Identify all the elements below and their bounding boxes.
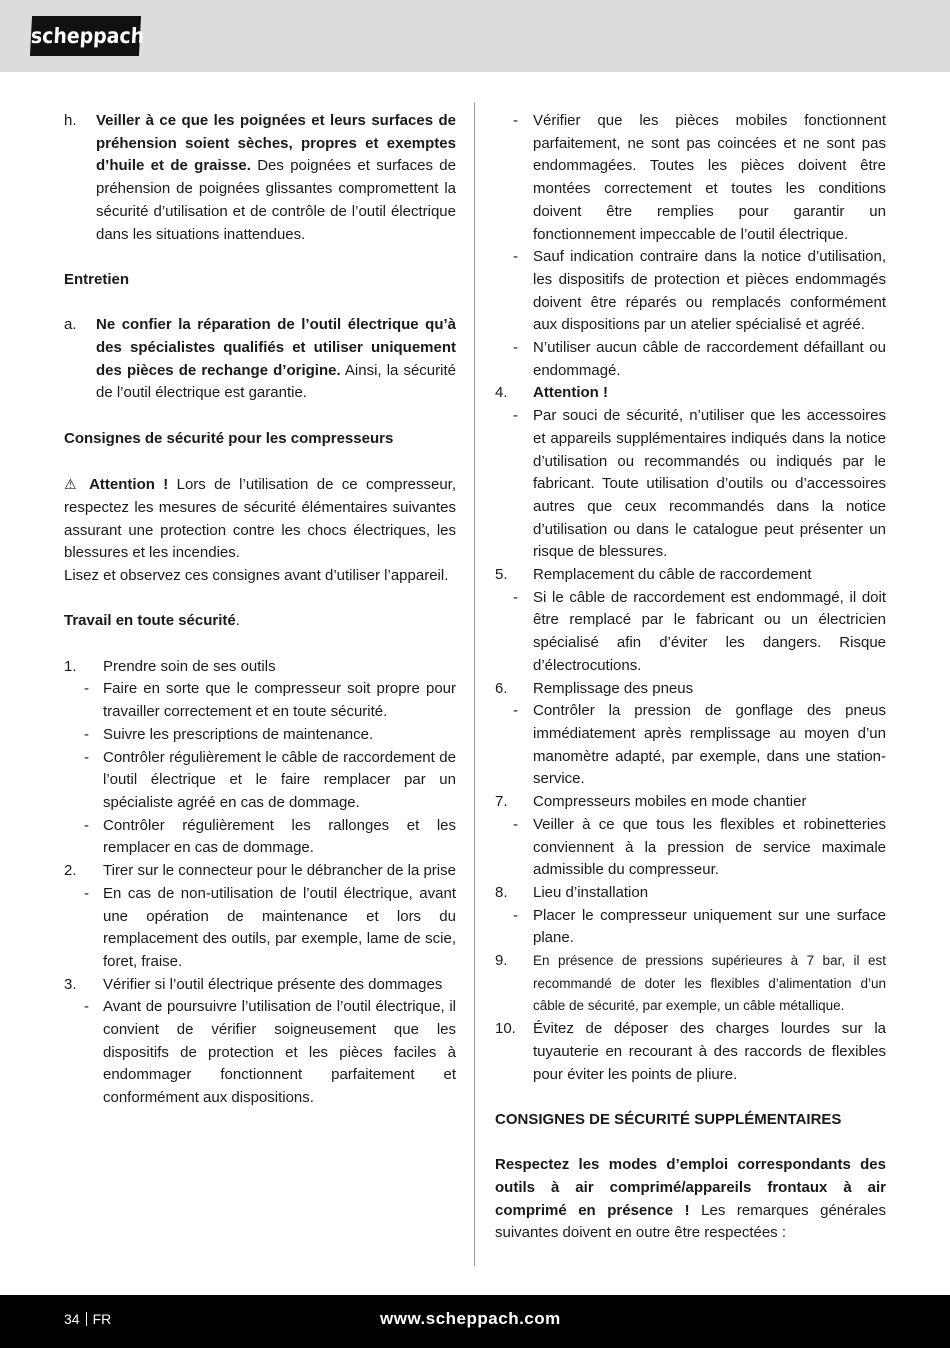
list-text: Veiller à ce que tous les flexibles et robinetteries conviennent à la pression de service maximale admissible du compresseur. (533, 815, 886, 879)
body-text: Les remarques générales suivantes doivent en outre être respectées : (495, 1201, 886, 1242)
dash-item (513, 337, 886, 382)
dash-item (84, 678, 456, 723)
list-marker: 6. (495, 679, 508, 697)
section-heading-supplementaires: CONSIGNES DE SÉCURITÉ SUPPLÉMENTAIRES (495, 1110, 842, 1128)
list-text: Suivre les prescriptions de maintenance. (103, 725, 374, 743)
list-marker: a. (64, 316, 77, 334)
numbered-item (495, 678, 886, 701)
list-marker: 9. (495, 952, 508, 970)
list-marker: 4. (495, 384, 508, 402)
list-item-10 (495, 1018, 886, 1086)
dash-item (513, 110, 886, 246)
body-text: Ainsi, la sécurité de l’outil électrique est garantie. (96, 361, 456, 402)
header-bar (0, 0, 950, 72)
separator (86, 1312, 87, 1326)
list-marker: h. (64, 112, 77, 129)
list-text: Prendre soin de ses outils (103, 657, 276, 675)
numbered-item (495, 882, 886, 905)
list-marker: - (84, 884, 89, 902)
list-marker: 3. (64, 975, 77, 993)
numbered-list-right (495, 382, 886, 950)
scheppach-logo: scheppach (30, 16, 141, 56)
list-marker: - (513, 588, 518, 606)
list-marker: 8. (495, 883, 508, 901)
list-marker: - (513, 702, 518, 720)
list-text: Si le câble de raccordement est endommagé, il doit être remplacé par le fabricant ou un électricien spécialisé afin d’éviter les dangers. Risque d’électrocutions. (533, 588, 886, 674)
list-item-h (64, 110, 456, 246)
list-marker: - (84, 680, 89, 698)
section-heading-entretien: Entretien (64, 270, 130, 288)
dash-item (84, 815, 456, 860)
numbered-item (64, 974, 456, 997)
list-marker: - (513, 906, 518, 924)
numbered-list-left (64, 656, 456, 1110)
list-text: Avant de poursuivre l’utilisation de l’outil électrique, il convient de vérifier soigneusement que les dispositifs de protection et les pièces faciles à endommager fonctionnent parfaitement et conformément aux dispositions. (103, 998, 456, 1107)
numbered-item (495, 382, 886, 405)
dash-item (513, 905, 886, 950)
dash-item (84, 747, 456, 815)
numbered-item (64, 860, 456, 883)
list-marker: 7. (495, 793, 508, 811)
list-text: Attention ! (533, 384, 608, 402)
section-heading-compressors: Consignes de sécurité pour les compresseurs (64, 429, 394, 447)
numbered-item (495, 791, 886, 814)
list-marker: 1. (64, 657, 77, 675)
list-marker: - (84, 725, 89, 743)
dash-item (84, 996, 456, 1110)
list-text: N’utiliser aucun câble de raccordement défaillant ou endommagé. (533, 339, 886, 379)
list-marker: 5. (495, 566, 508, 584)
list-text: Remplacement du câble de raccordement (533, 566, 812, 584)
right-column (495, 110, 886, 1245)
footer-bar (0, 1295, 950, 1348)
body-text: Des poignées et surfaces de préhension de poignées glissantes compromettent la sécurité d’utilisation et de contrôle de l’outil électrique dans les situations inattendues. (96, 157, 456, 243)
section-heading-travail (64, 610, 456, 633)
list-text (96, 110, 456, 246)
list-text: Lieu d’installation (533, 883, 649, 901)
final-paragraph (495, 1154, 886, 1245)
dash-item (513, 700, 886, 791)
list-marker: - (513, 112, 518, 129)
dash-item (84, 883, 456, 974)
language-code: FR (92, 1311, 112, 1327)
list-text: Placer le compresseur uniquement sur une surface plane. (533, 906, 886, 947)
left-column (64, 110, 456, 1110)
dash-item (84, 724, 456, 747)
list-text: Faire en sorte que le compresseur soit propre pour travailler correctement et en toute sécurité. (103, 680, 456, 721)
read-instructions-text: Lisez et observez ces consignes avant d’utiliser l’appareil. (64, 567, 449, 584)
warning-triangle-icon: ⚠ (64, 476, 81, 493)
list-marker: - (84, 816, 89, 834)
bold-text: Ne confier la réparation de l’outil électrique qu’à des spécialistes qualifiés et utiliser uniquement des pièces de rechange d’origine. (96, 316, 456, 379)
bold-text: Veiller à ce que les poignées et leurs surfaces de préhension soient sèches, propres et exemptes d’huile et de graisse. (96, 112, 456, 175)
list-text: Contrôler régulièrement les rallonges et les remplacer en cas de dommage. (103, 816, 456, 857)
list-marker: - (513, 407, 518, 425)
page-indicator (64, 1311, 111, 1327)
list-text: Vérifier que les pièces mobiles fonctionnent parfaitement, ne sont pas coincées et ne sont pas endommagées. Toutes les pièces doivent être montées correctement et toutes les conditions doivent être remplies pour garantir un fonctionnement impeccable de l’outil électrique. (533, 112, 886, 243)
continued-dash-list (495, 110, 886, 382)
list-text: Tirer sur le connecteur pour le débrancher de la prise (103, 862, 456, 880)
dash-item (513, 814, 886, 882)
heading-period: . (235, 612, 240, 630)
list-marker: - (513, 248, 518, 266)
numbered-item (495, 564, 886, 587)
list-marker: 10. (495, 1020, 516, 1038)
bold-text: Respectez les modes d’emploi correspondants des outils à air comprimé/appareils frontaux à air comprimé en présence ! (495, 1156, 886, 1219)
list-marker: 2. (64, 862, 77, 880)
list-marker: - (84, 748, 89, 766)
list-text: Vérifier si l’outil électrique présente des dommages (103, 975, 443, 993)
list-text: Contrôler régulièrement le câble de raccordement de l’outil électrique et le faire remplacer par un spécialiste agréé en cas de dommage. (103, 748, 456, 811)
list-marker: - (84, 998, 89, 1016)
list-text (96, 314, 456, 405)
list-text: Remplissage des pneus (533, 679, 694, 697)
list-marker: - (513, 815, 518, 833)
website-url: www.scheppach.com (380, 1309, 561, 1328)
dash-item (513, 587, 886, 678)
dash-item (513, 246, 886, 337)
list-text: Évitez de déposer des charges lourdes sur la tuyauterie en recourant à des raccords de flexibles pour éviter les points de pliure. (533, 1020, 886, 1083)
attention-paragraph (64, 473, 456, 565)
numbered-item (64, 656, 456, 679)
column-divider (474, 103, 475, 1266)
heading-text: Travail en toute sécurité (64, 612, 236, 630)
attention-label: Attention ! (89, 476, 169, 494)
list-marker: - (513, 339, 518, 357)
list-item-9 (495, 950, 886, 1018)
list-text: Par souci de sécurité, n’utiliser que les accessoires et appareils supplémentaires indiqués dans la notice d’utilisation ou recommandés ou indiqués par le fabricant. Toute utilisation d’outils ou d’accessoires autres que ceux recommandés dans la notice d’utilisation ou dans le catalogue peut présenter un risque de blessures. (533, 407, 886, 561)
list-text: En présence de pressions supérieures à 7 bar, il est recommandé de doter les flexibles d’alimentation d’un câble de sécurité, par exemple, un câble métallique. (533, 953, 886, 1014)
list-text: Sauf indication contraire dans la notice d’utilisation, les dispositifs de protection et pièces endommagés doivent être réparés ou remplacés conformément aux dispositions par un atelier spécialisé et agréé. (533, 248, 886, 334)
list-item-a (64, 314, 456, 405)
page-number: 34 (64, 1311, 80, 1327)
list-text: Contrôler la pression de gonflage des pneus immédiatement après remplissage au moyen d’un manomètre adapté, par exemple, dans une station-service. (533, 702, 886, 788)
list-text: Compresseurs mobiles en mode chantier (533, 793, 807, 811)
list-text: En cas de non-utilisation de l’outil électrique, avant une opération de maintenance et lors du remplacement des outils, par exemple, lame de scie, foret, fraise. (103, 884, 456, 970)
attention-text: Lors de l’utilisation de ce compresseur, respectez les mesures de sécurité élémentaires suivantes assurant une protection contre les chocs électriques, les blessures et les incendies. (64, 476, 456, 562)
dash-item (513, 405, 886, 564)
